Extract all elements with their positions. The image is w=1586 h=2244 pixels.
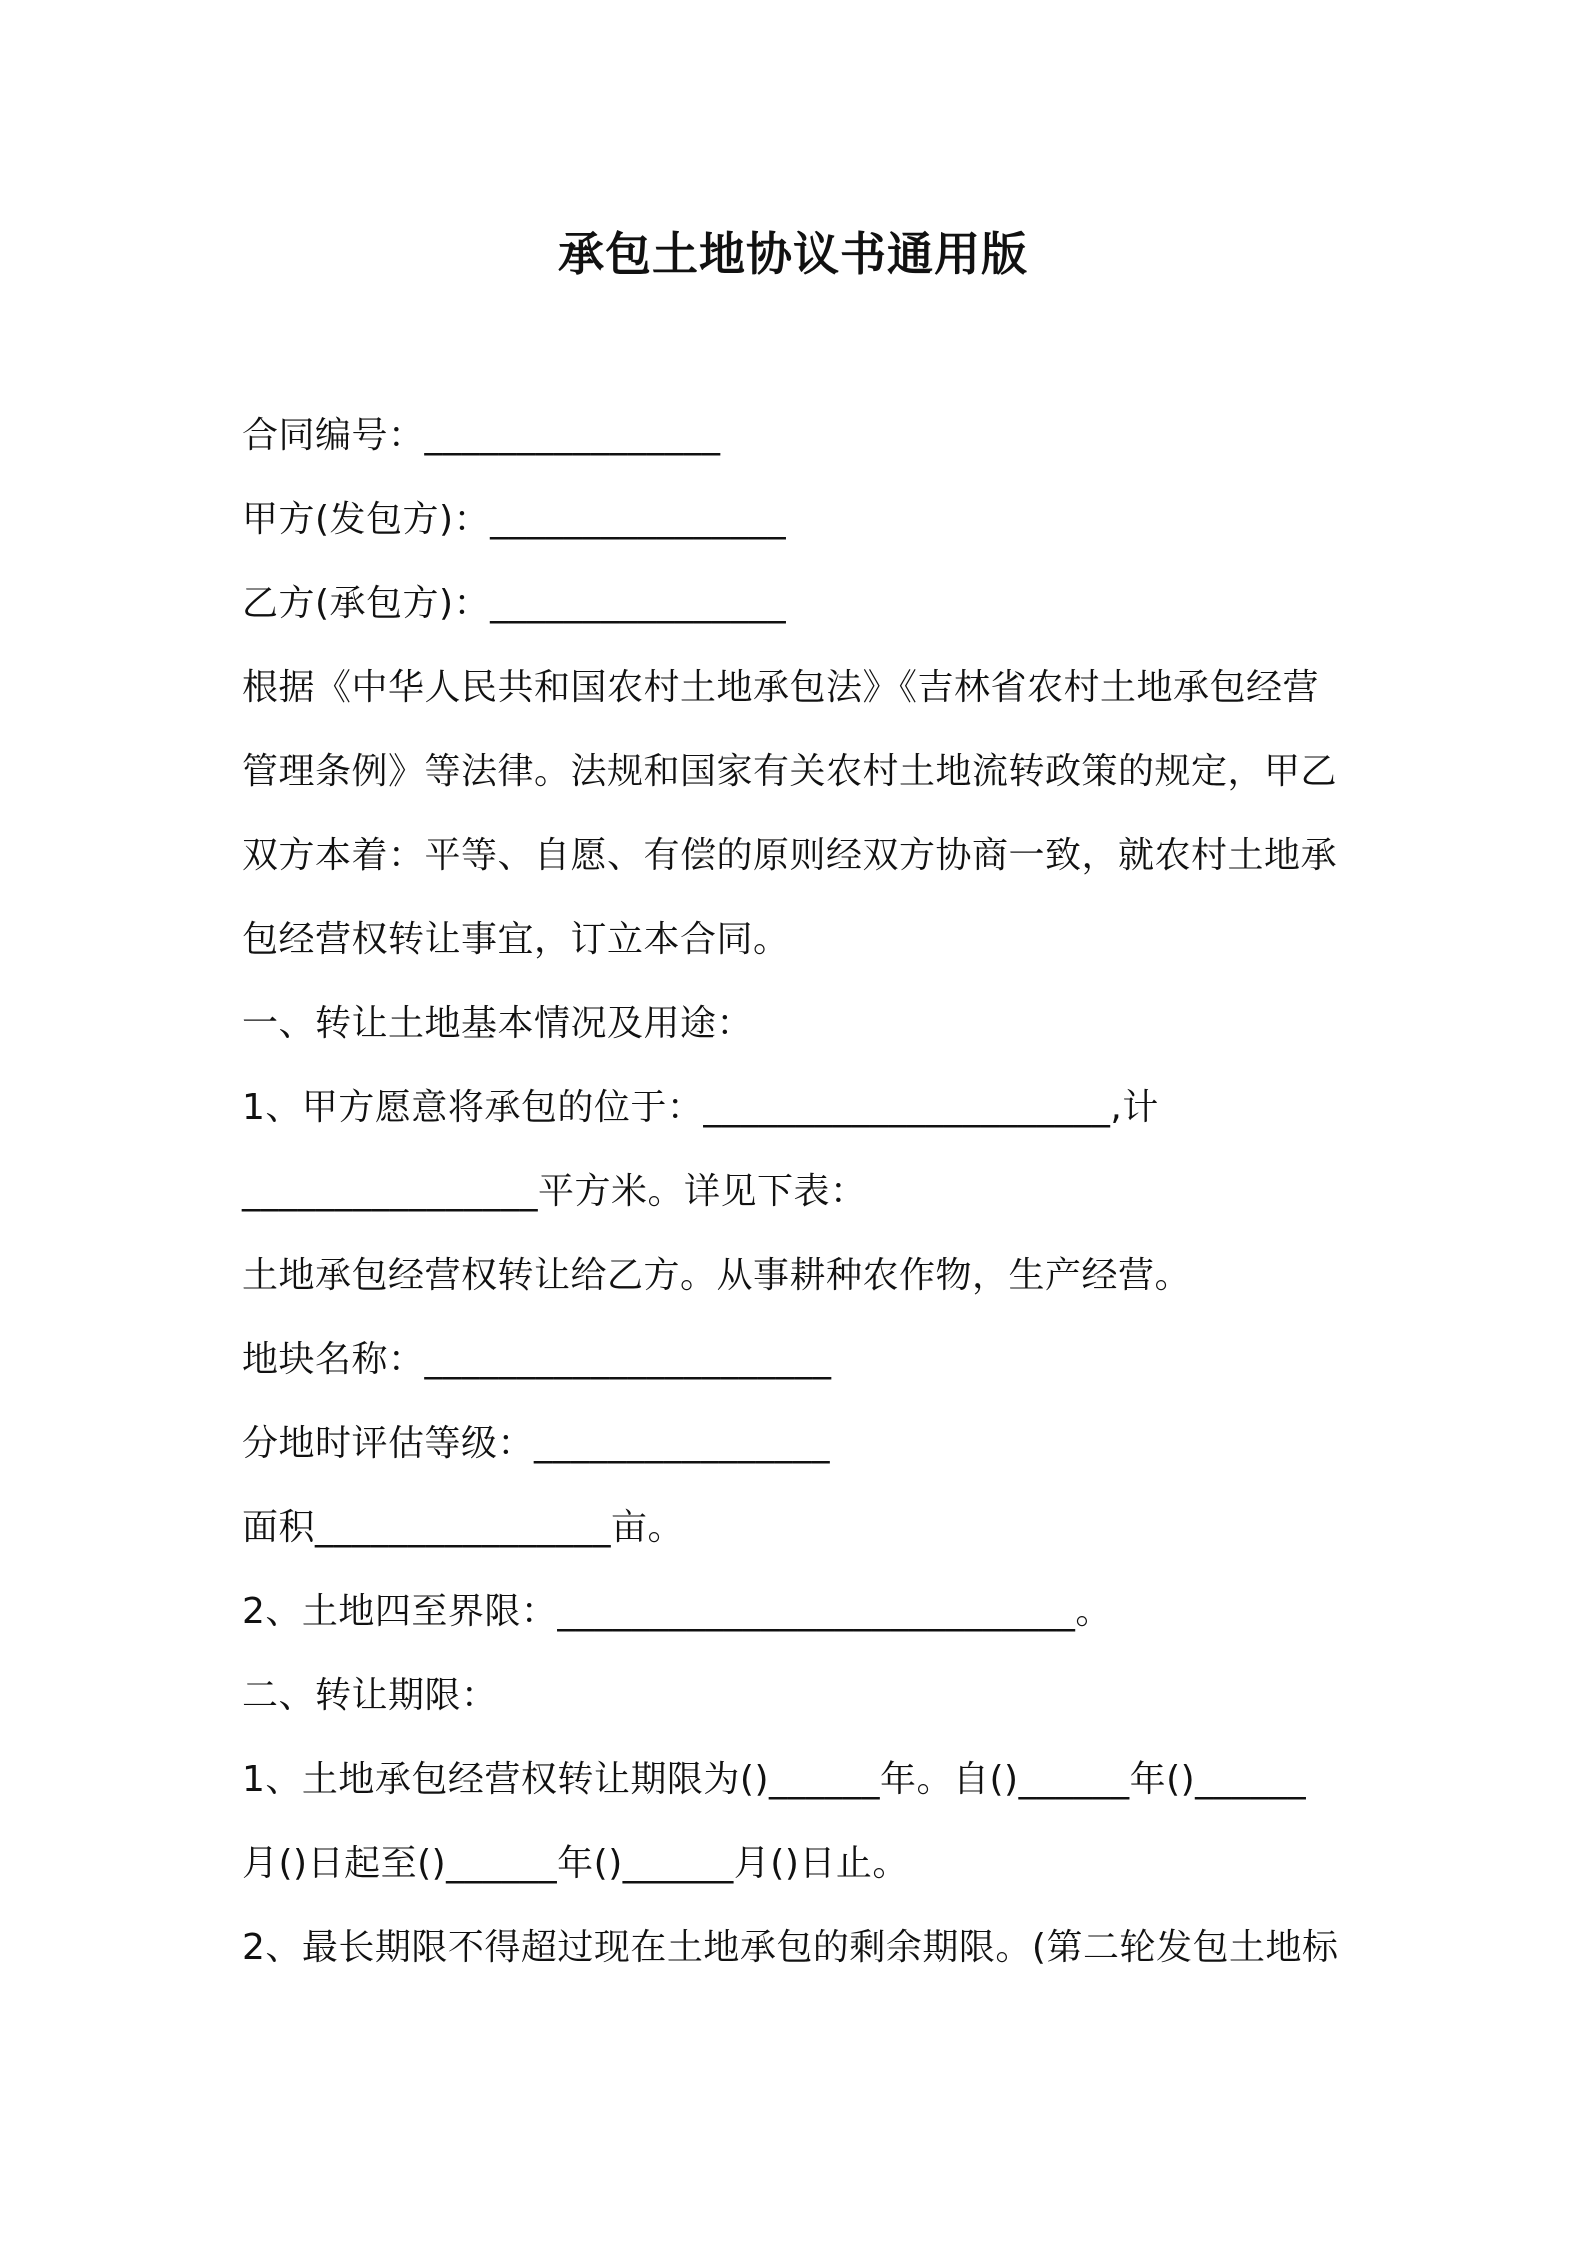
- preamble-line-2: 管理条例》等法律。法规和国家有关农村土地流转政策的规定，甲乙: [242, 751, 1338, 792]
- section-2-heading: 二、转让期限：: [242, 1675, 498, 1716]
- preamble-line-1: 根据《中华人民共和国农村土地承包法》《吉林省农村土地承包经营: [242, 667, 1320, 708]
- clause-1-1-line-1: 1、甲方愿意将承包的位于：______________________,计: [242, 1087, 1159, 1128]
- area-line: 面积________________亩。: [242, 1507, 685, 1548]
- land-use-line: 土地承包经营权转让给乙方。从事耕种农作物，生产经营。: [242, 1255, 1192, 1296]
- grade-line: 分地时评估等级：________________: [242, 1423, 831, 1464]
- boundary-line: 2、土地四至界限：____________________________。: [242, 1591, 1112, 1632]
- plot-name-line: 地块名称：______________________: [242, 1339, 832, 1380]
- document-title: 承包土地协议书通用版: [558, 227, 1028, 281]
- term-line-2: 月()日起至()______年()______月()日止。: [242, 1843, 909, 1884]
- preamble-line-4: 包经营权转让事宜，订立本合同。: [242, 919, 790, 960]
- term-line-1: 1、土地承包经营权转让期限为()______年。自()______年()______: [242, 1759, 1307, 1800]
- party-a-line: 甲方(发包方)：________________: [242, 499, 787, 540]
- max-term-line: 2、最长期限不得超过现在土地承包的剩余期限。(第二轮发包土地标: [242, 1927, 1339, 1968]
- party-b-line: 乙方(承包方)：________________: [242, 583, 787, 624]
- clause-1-1-line-2: ________________平方米。详见下表：: [242, 1171, 867, 1212]
- contract-number-line: 合同编号：________________: [242, 415, 721, 456]
- preamble-line-3: 双方本着：平等、自愿、有偿的原则经双方协商一致，就农村土地承: [242, 835, 1338, 876]
- section-1-heading: 一、转让土地基本情况及用途：: [242, 1003, 754, 1044]
